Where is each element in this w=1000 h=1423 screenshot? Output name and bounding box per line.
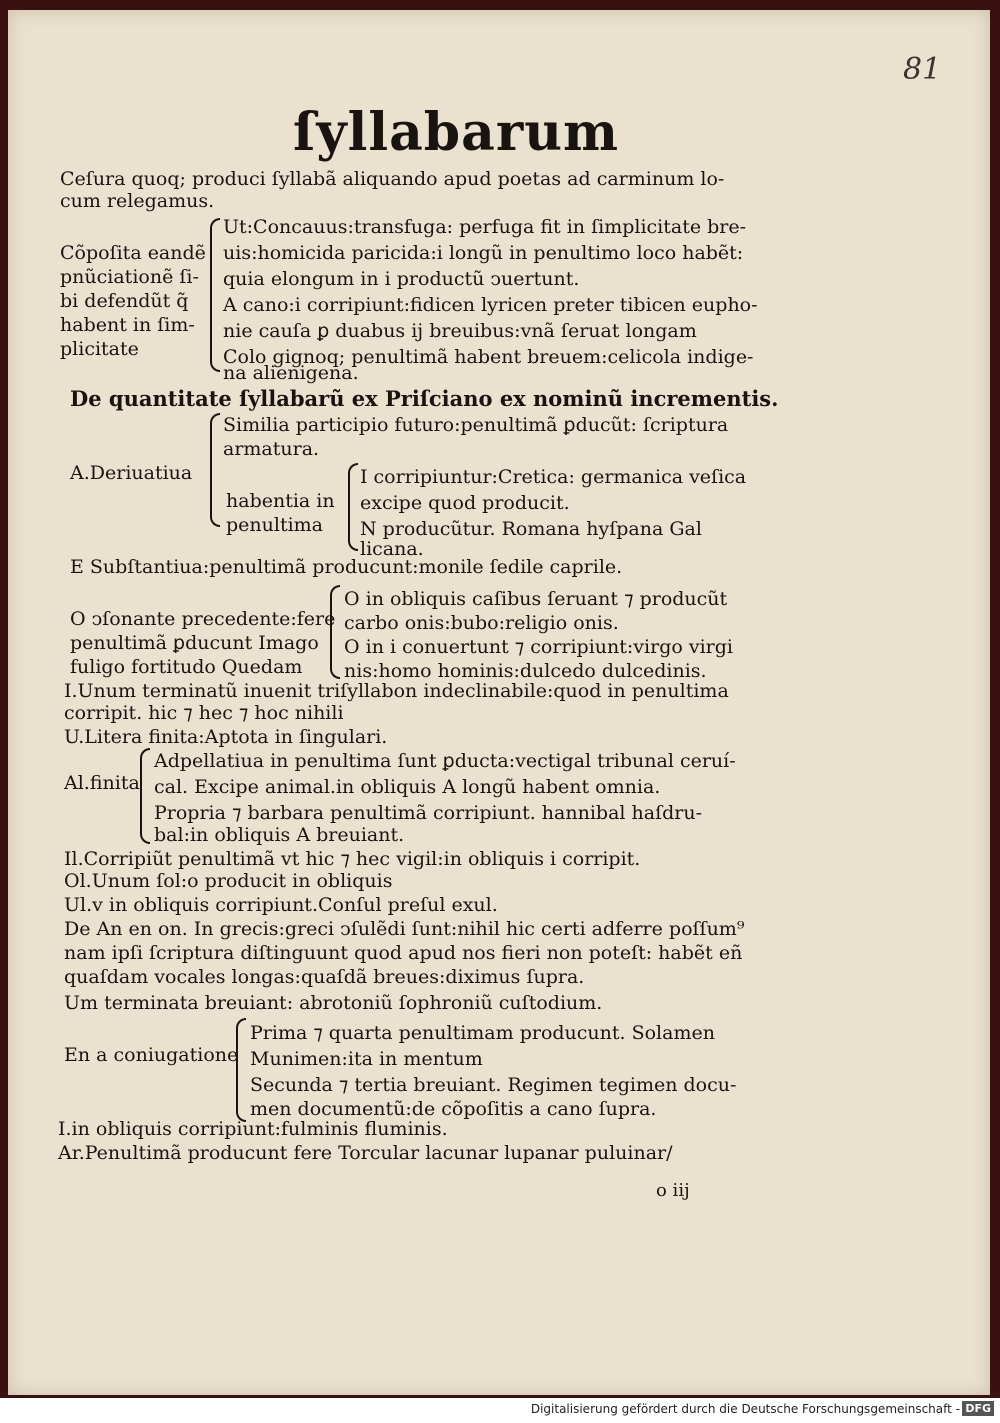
text-line: Munimen:ita in mentum: [250, 1048, 483, 1070]
brace: [330, 585, 340, 679]
text-line: Al.finita: [64, 772, 140, 794]
text-line: Colo gignoq; penultimã habent breuem:celicola indige-: [223, 346, 754, 368]
text-line: armatura.: [223, 438, 320, 460]
text-line: O in obliquis caſibus ſeruant ⁊ producũt: [344, 588, 728, 610]
folio-number: 81: [903, 52, 942, 87]
text-line: En a coniugatione: [64, 1044, 239, 1066]
text-line: habent in ſim-: [60, 314, 195, 336]
text-line: bi defendũt q̃: [60, 290, 189, 312]
text-line: Similia participio futuro:penultimã ꝑducũt: ſcriptura: [223, 414, 729, 436]
text-line: Ut:Concauus:transfuga: perfuga fit in ſimplicitate bre-: [223, 216, 747, 238]
text-line: Ceſura quoq; produci ſyllabã aliquando apud poetas ad carminum lo-: [60, 168, 725, 190]
funding-credit: Digitalisierung gefördert durch die Deutsche Forschungsgemeinschaft -: [530, 1402, 960, 1416]
text-line: licana.: [360, 538, 424, 560]
page-title: ſyllabarum: [293, 102, 620, 163]
text-line: quia elongum in i productũ ↄuertunt.: [223, 268, 580, 290]
text-line: Il.Corripiũt penultimã vt hic ⁊ hec vigil:in obliquis i corripit.: [64, 848, 641, 870]
text-line: nis:homo hominis:dulcedo dulcedinis.: [344, 660, 707, 682]
text-line: I.Unum terminatũ inuenit triſyllabon indeclinabile:quod in penultima: [64, 680, 729, 702]
text-line: na alienigena.: [223, 362, 359, 384]
text-line: excipe quod producit.: [360, 492, 570, 514]
text-line: nie cauſa ꝑ duabus ij breuibus:vnã ſeruat longam: [223, 320, 697, 342]
text-line: quaſdam vocales longas:quaſdã breues:diximus ſupra.: [64, 966, 585, 988]
text-line: De An en on. In grecis:greci ↄſulẽdi ſunt:nihil hic certi adferre poſſum⁹: [64, 918, 745, 940]
text-line: A.Deriuatiua: [70, 462, 193, 484]
dfg-logo: DFG: [962, 1401, 994, 1416]
brace: [140, 748, 150, 844]
brace: [236, 1018, 246, 1122]
book-page: [8, 10, 990, 1395]
text-line: corripit. hic ⁊ hec ⁊ hoc nihili: [64, 702, 344, 724]
text-line: plicitate: [60, 338, 139, 360]
text-line: Cõpoſita eandẽ: [60, 242, 206, 264]
text-line: Prima ⁊ quarta penultimam producunt. Solamen: [250, 1022, 715, 1044]
text-line: Secunda ⁊ tertia breuiant. Regimen tegimen docu-: [250, 1074, 737, 1096]
section-heading: De quantitate ſyllabarũ ex Priſciano ex nominũ incrementis.: [70, 386, 779, 411]
text-line: pnũciationẽ ſi-: [60, 266, 199, 288]
text-line: A cano:i corripiunt:fidicen lyricen preter tibicen eupho-: [223, 294, 758, 316]
footer-bar: [0, 1398, 1000, 1423]
text-line: carbo onis:bubo:religio onis.: [344, 612, 619, 634]
brace: [210, 413, 220, 527]
text-line: uis:homicida paricida:i longũ in penultimo loco habẽt:: [223, 242, 744, 264]
text-line: N producũtur. Romana hyſpana Gal: [360, 518, 702, 540]
text-line: Adpellatiua in penultima ſunt ꝑducta:vectigal tribunal ceruí-: [154, 750, 736, 772]
text-line: I.in obliquis corripiunt:fulminis fluminis.: [58, 1118, 448, 1140]
text-line: Ul.v in obliquis corripiunt.Conſul preſul exul.: [64, 894, 498, 916]
text-line: Um terminata breuiant: abrotoniũ ſophroniũ cuſtodium.: [64, 992, 603, 1014]
text-line: I corripiuntur:Cretica: germanica veſica: [360, 466, 747, 488]
text-line: cal. Excipe animal.in obliquis A longũ habent omnia.: [154, 776, 661, 798]
text-line: men documentũ:de cõpoſitis a cano ſupra.: [250, 1098, 657, 1120]
text-line: Ol.Unum ſol:o producit in obliquis: [64, 870, 393, 892]
text-line: nam ipſi ſcriptura diſtinguunt quod apud nos fieri non poteſt: habẽt eñ: [64, 942, 743, 964]
text-line: habentia in: [226, 490, 335, 512]
signature-mark: o iij: [656, 1180, 690, 1201]
text-line: E Subſtantiua:penultimã producunt:monile ſedile caprile.: [70, 556, 623, 578]
text-line: O ↄſonante precedente:fere: [70, 608, 336, 630]
text-line: Propria ⁊ barbara penultimã corripiunt. hannibal haſdru-: [154, 802, 703, 824]
brace: [348, 463, 358, 551]
text-line: Ar.Penultimã producunt fere Torcular lacunar lupanar puluinar/: [58, 1142, 673, 1164]
text-line: penultimã ꝑducunt Imago: [70, 632, 319, 654]
text-line: cum relegamus.: [60, 190, 215, 212]
text-line: bal:in obliquis A breuiant.: [154, 824, 405, 846]
text-line: O in i conuertunt ⁊ corripiunt:virgo virgi: [344, 636, 733, 658]
text-line: fuligo fortitudo Quedam: [70, 656, 303, 678]
text-line: U.Litera finita:Aptota in ſingulari.: [64, 726, 388, 748]
text-line: penultima: [226, 514, 324, 536]
brace: [210, 218, 220, 372]
